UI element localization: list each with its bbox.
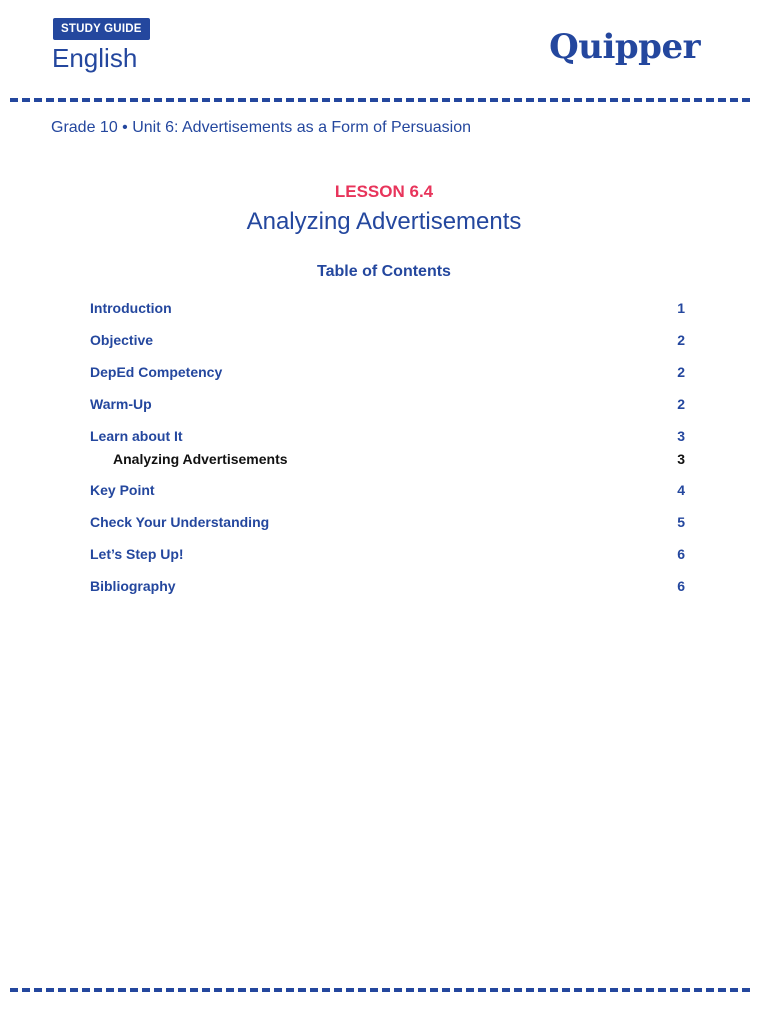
toc-item-introduction[interactable] <box>90 298 685 318</box>
toc-item-page: 6 <box>677 578 685 594</box>
lesson-title: Analyzing Advertisements <box>246 208 522 235</box>
toc-item-label: Warm-Up <box>90 396 152 412</box>
subject-title: English <box>52 43 138 73</box>
toc-item-label: DepEd Competency <box>90 364 223 380</box>
toc-item-warm-up[interactable] <box>90 394 685 414</box>
toc-item-label: Objective <box>90 332 154 348</box>
toc-item-key-point[interactable] <box>90 480 685 500</box>
toc-item-label: Introduction <box>90 300 172 316</box>
lesson-label: LESSON 6.4 <box>334 182 434 201</box>
toc-item-lets-step-up[interactable] <box>90 544 685 564</box>
toc-item-page: 3 <box>677 451 685 467</box>
toc-item-label: Analyzing Advertisements <box>113 451 288 467</box>
toc-item-page: 2 <box>677 396 685 412</box>
toc-item-learn-about-it[interactable] <box>90 426 685 446</box>
toc-item-label: Let’s Step Up! <box>90 546 184 562</box>
toc-heading: Table of Contents <box>317 263 451 280</box>
toc-item-bibliography[interactable] <box>90 576 685 596</box>
toc-item-page: 1 <box>677 300 685 316</box>
toc-item-page: 6 <box>677 546 685 562</box>
toc-item-page: 3 <box>677 428 685 444</box>
toc-item-label: Bibliography <box>90 578 176 594</box>
toc-item-page: 4 <box>677 482 685 498</box>
breadcrumb: Grade 10 • Unit 6: Advertisements as a Form of Persuasion <box>51 119 472 136</box>
toc-item-label: Key Point <box>90 482 155 498</box>
footer-divider <box>10 988 750 992</box>
toc-item-label: Learn about It <box>90 428 183 444</box>
toc-item-page: 2 <box>677 364 685 380</box>
toc-subitem-analyzing-advertisements[interactable] <box>90 449 685 469</box>
toc-item-page: 2 <box>677 332 685 348</box>
page-header <box>0 0 768 100</box>
header-divider <box>10 98 750 102</box>
study-guide-badge: STUDY GUIDE <box>53 18 150 40</box>
toc-item-deped-competency[interactable] <box>90 362 685 382</box>
quipper-logo: Quipper <box>549 27 700 67</box>
toc-item-objective[interactable] <box>90 330 685 350</box>
toc-item-label: Check Your Understanding <box>90 514 270 530</box>
toc-item-check-your-understanding[interactable] <box>90 512 685 532</box>
toc-item-page: 5 <box>677 514 685 530</box>
